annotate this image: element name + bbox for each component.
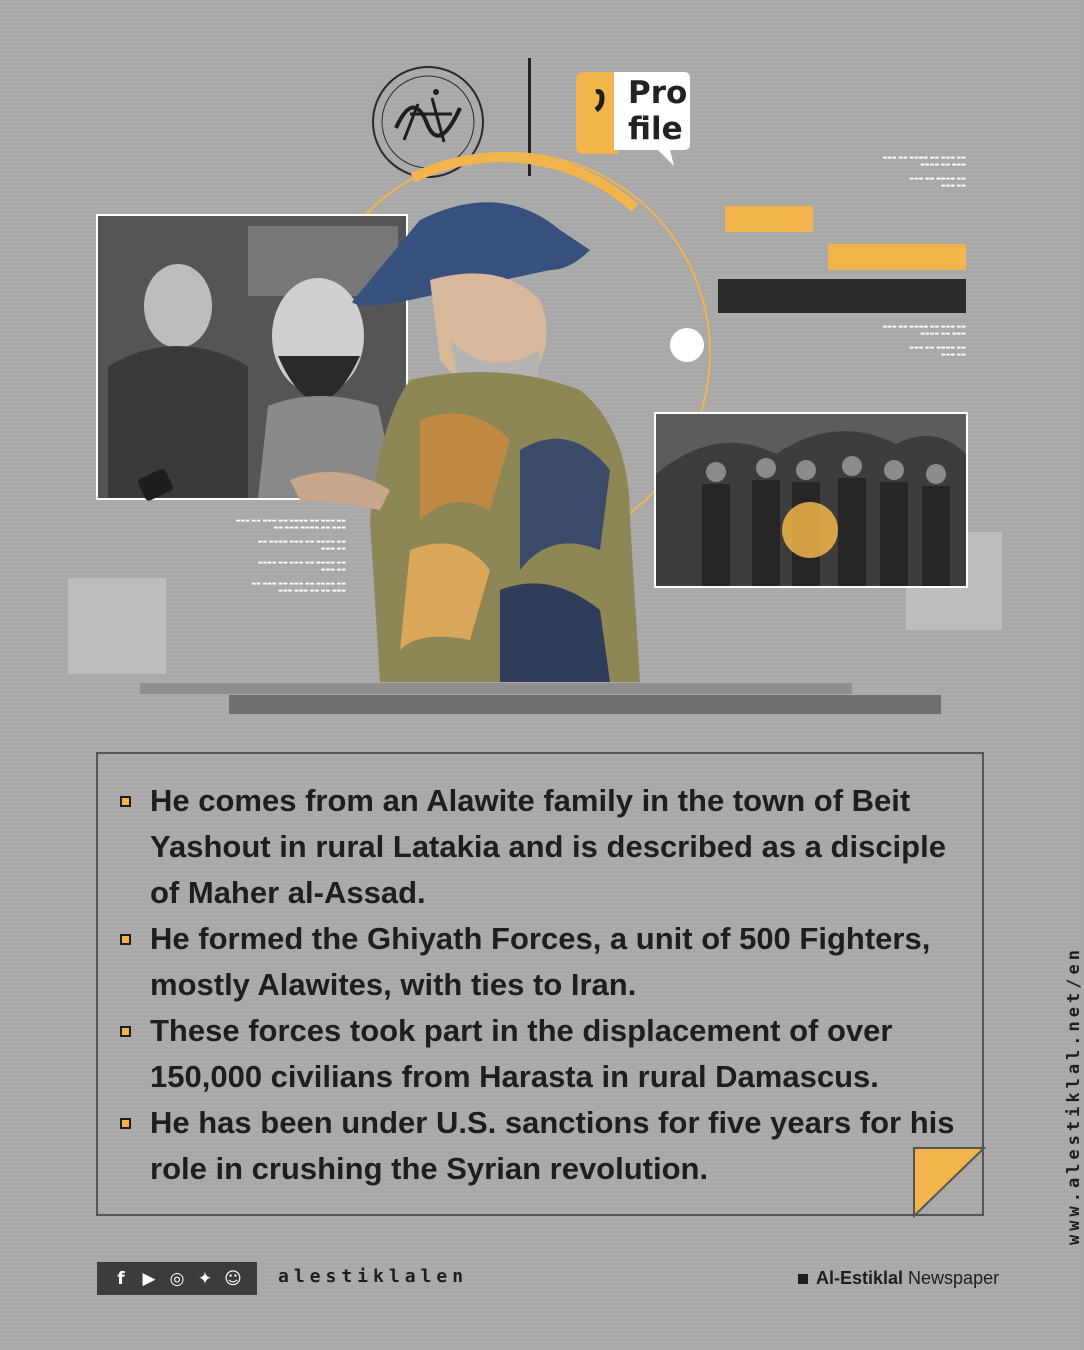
bullet-item: He comes from an Alawite family in the town of Beit Yashout in rural Latakia and is described as a disciple of Maher al-Assad. — [116, 778, 956, 916]
base-bar — [140, 683, 852, 694]
info-box — [96, 752, 984, 1216]
social-icons-bar — [97, 1262, 257, 1295]
newspaper-suffix: Newspaper — [903, 1268, 1000, 1288]
youtube-icon[interactable]: ▶ — [142, 1268, 156, 1289]
square-bullet-icon — [798, 1274, 808, 1284]
bullet-square-icon — [120, 1118, 131, 1129]
profile-badge-line1: Pro — [628, 75, 688, 111]
social-handle: alestiklalen — [278, 1266, 469, 1287]
bullet-item: These forces took part in the displacement of over 150,000 civilians from Harasta in rural Damascus. — [116, 1008, 956, 1100]
decorative-text-block: ▬▬ ▬▬▬ ▬▬ ▬▬▬▬ ▬▬ ▬▬▬ ▬▬▬ ▬▬ ▬▬▬▬ ▬▬ ▬▬▬▬ ▬▬ ▬▬▬ ▬▬ ▬▬▬ — [882, 155, 966, 189]
facebook-icon[interactable]: f — [117, 1268, 125, 1289]
bullet-list — [116, 778, 956, 1192]
newspaper-credit — [798, 1268, 999, 1289]
bullet-item: He formed the Ghiyath Forces, a unit of 500 Fighters, mostly Alawites, with ties to Iran. — [116, 916, 956, 1008]
newspaper-brand: Al-Estiklal — [816, 1268, 904, 1288]
twitter-icon[interactable]: ✦ — [197, 1268, 213, 1289]
bullet-square-icon — [120, 1026, 131, 1037]
website-url: www.alestiklal.net/en — [1064, 946, 1084, 1245]
orange-bar — [828, 244, 966, 270]
soldier-figure — [300, 190, 730, 682]
instagram-icon[interactable]: ◎ — [169, 1268, 185, 1289]
profile-badge-line2: file — [628, 111, 683, 147]
orange-bar — [725, 206, 813, 232]
dark-bar — [718, 279, 966, 313]
decorative-text-block: ▬▬ ▬▬▬ ▬▬ ▬▬▬▬ ▬▬ ▬▬▬ ▬▬ ▬▬▬ ▬▬▬ ▬▬ ▬▬▬▬ ▬▬▬ ▬▬ ▬▬ ▬▬▬▬ ▬▬ ▬▬▬ ▬▬▬▬ ▬▬ ▬▬ ▬▬▬ ▬▬ ▬▬▬▬ ▬▬ ▬▬▬ ▬▬ ▬▬▬▬ ▬▬ ▬▬▬ ▬▬ ▬▬▬▬ ▬▬ ▬▬▬ ▬▬ ▬▬▬ ▬▬ ▬▬▬ ▬▬ ▬▬ ▬▬▬ ▬▬▬ — [235, 518, 346, 594]
bullet-item: He has been under U.S. sanctions for five years for his role in crushing the Syrian revolution. — [116, 1100, 956, 1192]
snapchat-icon[interactable]: ☺ — [224, 1268, 242, 1289]
bullet-square-icon — [120, 796, 131, 807]
base-bar — [229, 695, 941, 714]
bullet-square-icon — [120, 934, 131, 945]
folded-corner-decoration — [914, 1148, 984, 1216]
decorative-text-block: ▬▬ ▬▬▬ ▬▬ ▬▬▬▬ ▬▬ ▬▬▬ ▬▬▬ ▬▬ ▬▬▬▬ ▬▬ ▬▬▬▬ ▬▬ ▬▬▬ ▬▬ ▬▬▬ — [882, 324, 966, 358]
